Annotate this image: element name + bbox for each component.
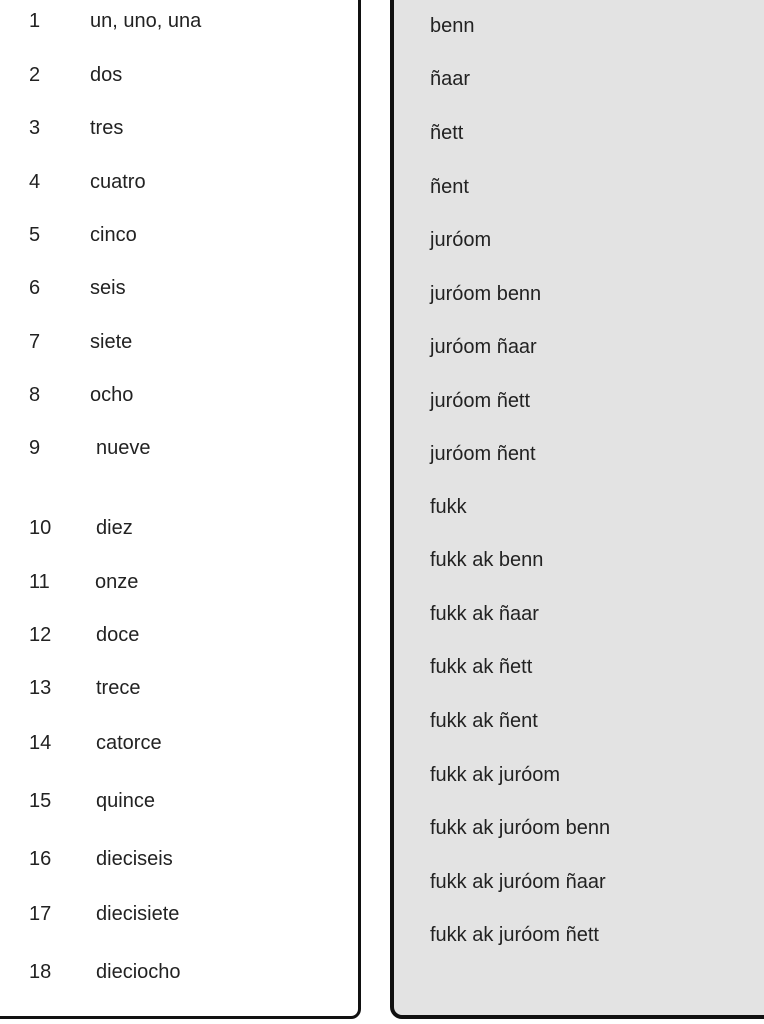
spanish-word-10: diez [96, 517, 133, 539]
left-panel [0, 0, 361, 1019]
spanish-word-15: quince [96, 790, 155, 812]
number-8: 8 [29, 384, 41, 406]
wolof-word-9: juróom ñent [430, 443, 536, 465]
spanish-word-14: catorce [96, 732, 162, 754]
wolof-word-6: juróom benn [430, 283, 542, 305]
wolof-word-15: fukk ak juróom [430, 764, 561, 786]
spanish-word-8: ocho [90, 384, 134, 406]
number-6: 6 [29, 277, 41, 299]
wolof-word-17: fukk ak juróom ñaar [430, 871, 606, 893]
spanish-word-3: tres [90, 117, 124, 139]
number-4: 4 [29, 171, 41, 193]
spanish-word-4: cuatro [90, 171, 146, 193]
spanish-word-9: nueve [96, 437, 151, 459]
wolof-word-4: ñent [430, 176, 469, 198]
number-5: 5 [29, 224, 41, 246]
number-12: 12 [29, 624, 52, 646]
spanish-word-6: seis [90, 277, 126, 299]
spanish-word-18: dieciocho [96, 961, 181, 983]
spanish-word-12: doce [96, 624, 140, 646]
number-11: 11 [29, 571, 50, 593]
number-2: 2 [29, 64, 41, 86]
wolof-word-12: fukk ak ñaar [430, 603, 539, 625]
spanish-word-13: trece [96, 677, 141, 699]
wolof-word-2: ñaar [430, 68, 471, 90]
number-10: 10 [29, 517, 52, 539]
wolof-word-14: fukk ak ñent [430, 710, 538, 732]
spanish-word-1: un, uno, una [90, 10, 202, 32]
number-1: 1 [29, 10, 41, 32]
spanish-word-17: diecisiete [96, 903, 180, 925]
spanish-word-5: cinco [90, 224, 137, 246]
wolof-word-16: fukk ak juróom benn [430, 817, 611, 839]
number-9: 9 [29, 437, 41, 459]
number-14: 14 [29, 732, 52, 754]
wolof-word-10: fukk [430, 496, 467, 518]
wolof-word-18: fukk ak juróom ñett [430, 924, 599, 946]
number-18: 18 [29, 961, 52, 983]
wolof-word-11: fukk ak benn [430, 549, 544, 571]
spanish-word-2: dos [90, 64, 123, 86]
number-3: 3 [29, 117, 41, 139]
spanish-word-11: onze [95, 571, 139, 593]
wolof-word-7: juróom ñaar [430, 336, 537, 358]
number-17: 17 [29, 903, 52, 925]
spanish-word-16: dieciseis [96, 848, 173, 870]
wolof-word-3: ñett [430, 122, 464, 144]
wolof-word-5: juróom [430, 229, 492, 251]
number-15: 15 [29, 790, 52, 812]
wolof-word-1: benn [430, 15, 475, 37]
wolof-word-13: fukk ak ñett [430, 656, 533, 678]
wolof-word-8: juróom ñett [430, 390, 531, 412]
number-13: 13 [29, 677, 52, 699]
number-7: 7 [29, 331, 41, 353]
number-16: 16 [29, 848, 52, 870]
spanish-word-7: siete [90, 331, 133, 353]
